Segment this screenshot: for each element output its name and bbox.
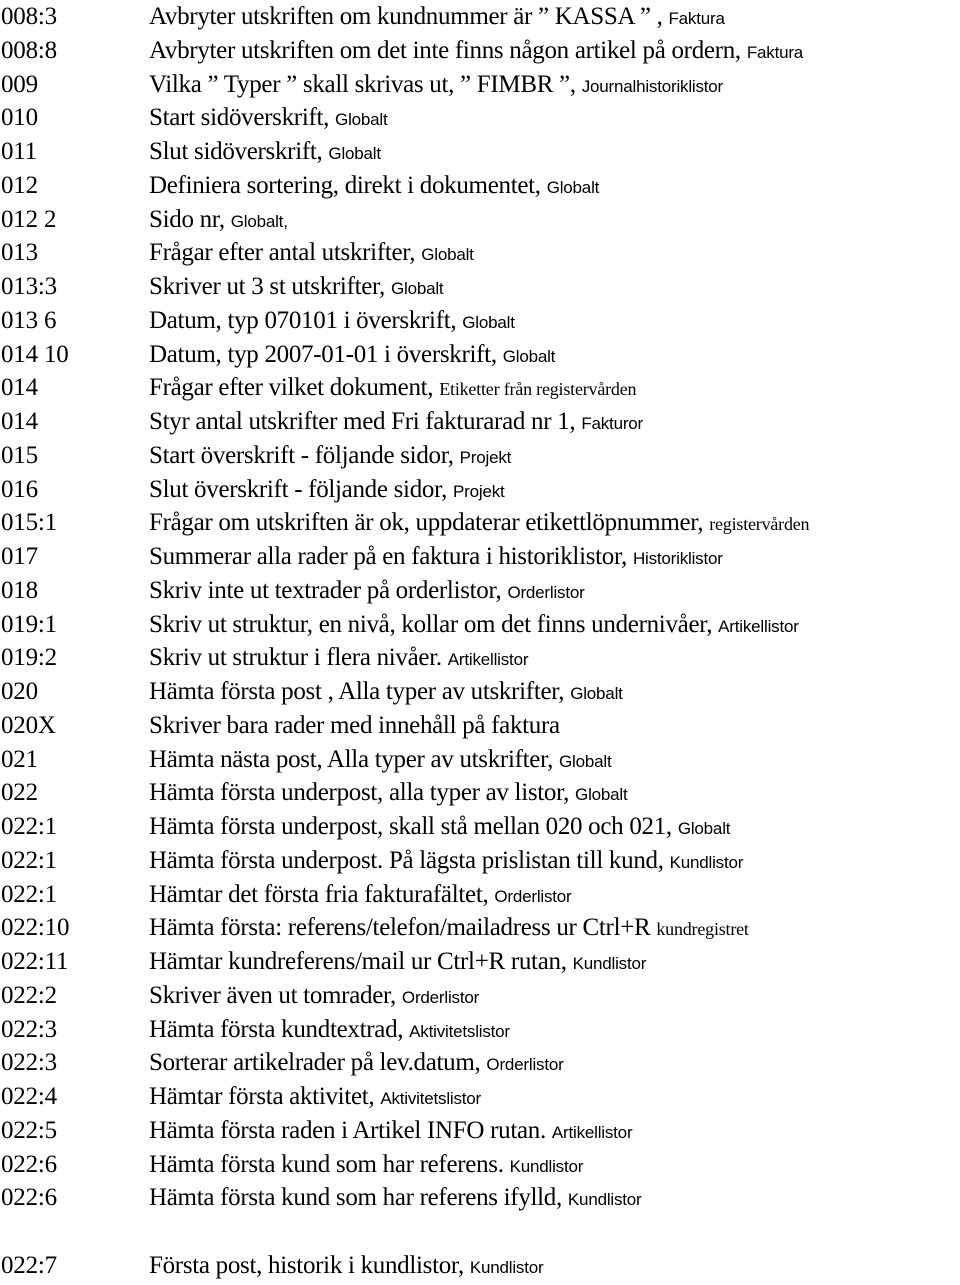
- row-text: Hämtar första aktivitet,: [149, 1083, 381, 1110]
- list-row: [0, 844, 960, 878]
- list-row: [0, 1249, 960, 1283]
- row-code: 022:1: [1, 880, 57, 908]
- row-code: 022:11: [1, 948, 69, 975]
- row-description: [149, 1181, 642, 1217]
- row-code: 017: [1, 543, 38, 570]
- list-row: [0, 540, 960, 574]
- row-text: Frågar efter antal utskrifter,: [149, 239, 422, 267]
- row-code: 012 2: [1, 205, 57, 233]
- row-description: [149, 135, 381, 171]
- row-category: Globalt: [502, 346, 556, 366]
- row-text: Skriv ut struktur i flera nivåer.: [149, 644, 448, 672]
- row-description: [149, 473, 505, 509]
- row-description: [149, 371, 636, 406]
- row-code: 015: [1, 441, 38, 469]
- list-row: [0, 979, 960, 1013]
- row-text: Sorterar artikelrader på lev.datum,: [149, 1049, 487, 1077]
- row-code: 010: [1, 104, 38, 132]
- row-text: Hämta första post , Alla typer av utskrifter,: [149, 678, 571, 705]
- row-code: 013:3: [1, 273, 57, 300]
- list-row: [0, 1114, 960, 1148]
- row-text: Hämta första kund som har referens.: [149, 1150, 510, 1178]
- row-text: Hämta första underpost. På lägsta prislistan till kund,: [149, 846, 670, 874]
- row-description: [149, 169, 599, 205]
- row-code: 015:1: [1, 509, 57, 537]
- row-code: 013 6: [1, 306, 57, 334]
- row-category: Orderlistor: [494, 886, 572, 906]
- row-description: [149, 1249, 543, 1285]
- row-text: Hämtar det första fria fakturafältet,: [149, 880, 495, 908]
- list-row: [0, 911, 960, 945]
- row-description: [149, 641, 528, 677]
- row-category: Globalt: [421, 245, 474, 265]
- row-text: Slut sidöverskrift,: [149, 138, 329, 165]
- row-description: [149, 675, 623, 711]
- row-description: [149, 203, 288, 239]
- row-category: Globalt: [559, 751, 612, 771]
- row-description: [149, 540, 723, 576]
- list-row: [0, 709, 960, 743]
- list-row: [0, 743, 960, 777]
- row-text: Slut överskrift - följande sidor,: [149, 475, 454, 503]
- row-code: 022:6: [1, 1150, 57, 1178]
- row-description: [149, 236, 474, 272]
- row-code: 011: [1, 138, 37, 165]
- row-code: 008:3: [1, 3, 57, 30]
- row-text: Hämta nästa post, Alla typer av utskrifter,: [149, 745, 559, 773]
- row-text: Datum, typ 070101 i överskrift,: [149, 306, 463, 334]
- row-text: Hämta första: referens/telefon/mailadress ur Ctrl+R: [149, 914, 657, 942]
- row-text: Start överskrift - följande sidor,: [149, 441, 460, 469]
- row-description: [149, 304, 515, 340]
- row-text: Datum, typ 2007-01-01 i överskrift,: [149, 340, 503, 368]
- row-category: Faktura: [746, 42, 804, 62]
- row-text: Avbryter utskriften om kundnummer är ” KASSA ” ,: [149, 3, 669, 30]
- row-category: Fakturor: [581, 414, 644, 433]
- list-row: [0, 270, 960, 304]
- list-row: [0, 641, 960, 675]
- row-code: 018: [1, 576, 38, 604]
- row-code: 012: [1, 171, 38, 199]
- list-row: [0, 1181, 960, 1215]
- row-category: Aktivitetslistor: [380, 1089, 482, 1108]
- list-row: [0, 608, 960, 642]
- list-row: [0, 1080, 960, 1114]
- list-row: [0, 506, 960, 540]
- list-row: [0, 304, 960, 338]
- list-row: [0, 338, 960, 372]
- row-category: Artikellistor: [551, 1122, 633, 1142]
- list-row: [0, 101, 960, 135]
- list-row: [0, 68, 960, 102]
- row-category: Globalt: [575, 785, 628, 805]
- row-description: [149, 405, 643, 441]
- row-text: Skriver bara rader med innehåll på faktura: [149, 711, 560, 739]
- row-code: 014 10: [1, 340, 69, 368]
- row-description: [149, 911, 749, 946]
- row-code: 019:1: [1, 610, 57, 638]
- row-text: Hämta första raden i Artikel INFO rutan.: [149, 1116, 552, 1144]
- row-text: Skriv inte ut textrader på orderlistor,: [149, 576, 508, 604]
- list-row: [0, 169, 960, 203]
- row-text: Hämtar kundreferens/mail ur Ctrl+R rutan,: [149, 948, 573, 975]
- row-description: [149, 608, 799, 644]
- row-code: 022:3: [1, 1015, 57, 1043]
- row-category: Globalt: [328, 144, 381, 163]
- row-category: registervården: [709, 514, 810, 535]
- row-code: 019:2: [1, 644, 57, 672]
- row-category: Kundlistor: [509, 1156, 584, 1176]
- row-description: [149, 338, 555, 374]
- row-code: 022: [1, 779, 38, 807]
- row-code: 022:4: [1, 1083, 57, 1110]
- row-category: Globalt: [677, 819, 731, 838]
- row-description: [149, 1148, 583, 1184]
- row-text: Frågar om utskriften är ok, uppdaterar etikettlöpnummer,: [149, 509, 710, 537]
- list-row: [0, 439, 960, 473]
- list-row: [0, 203, 960, 237]
- row-description: [149, 1114, 632, 1150]
- row-category: Globalt: [570, 684, 623, 703]
- list-row: [0, 473, 960, 507]
- list-row: [0, 0, 960, 34]
- list-row: [0, 675, 960, 709]
- row-category: Artikellistor: [718, 616, 799, 636]
- row-description: [149, 1013, 510, 1049]
- row-category: Orderlistor: [401, 987, 480, 1007]
- row-text: Första post, historik i kundlistor,: [149, 1252, 470, 1279]
- row-category: Globalt: [462, 312, 515, 332]
- list-row: [0, 405, 960, 439]
- row-text: Definiera sortering, direkt i dokumentet,: [149, 171, 547, 199]
- row-category: Historiklistor: [632, 549, 723, 568]
- row-code: 022:7: [1, 1252, 57, 1279]
- row-code: 020: [1, 678, 38, 705]
- row-text: Hämta första underpost, skall stå mellan 020 och 021,: [149, 813, 678, 840]
- row-code: 022:1: [1, 846, 57, 874]
- row-category: Aktivitetslistor: [409, 1021, 510, 1041]
- row-description: [149, 878, 572, 914]
- row-code: 022:6: [1, 1184, 57, 1212]
- row-description: [149, 101, 388, 137]
- row-description: [149, 574, 585, 610]
- row-text: Hämta första underpost, alla typer av listor,: [149, 779, 576, 807]
- row-text: Hämta första kund som har referens ifylld,: [149, 1184, 568, 1212]
- row-category: Kundlistor: [572, 954, 647, 973]
- list-row: [0, 878, 960, 912]
- list-row: [0, 776, 960, 810]
- row-description: [149, 68, 723, 104]
- row-category: Kundlistor: [669, 852, 744, 872]
- row-code: 021: [1, 745, 38, 773]
- list-row: [0, 810, 960, 844]
- row-category: Globalt: [546, 177, 600, 197]
- row-description: [149, 506, 809, 541]
- list-row: [0, 34, 960, 68]
- row-code: 020X: [1, 711, 56, 739]
- row-text: Styr antal utskrifter med Fri fakturarad nr 1,: [149, 408, 582, 435]
- row-category: Globalt,: [230, 211, 288, 231]
- row-code: 008:8: [1, 36, 57, 64]
- row-code: 014: [1, 408, 38, 435]
- row-code: 016: [1, 475, 38, 503]
- row-description: [149, 979, 479, 1015]
- row-description: [149, 810, 730, 846]
- row-description: [149, 270, 443, 306]
- row-category: kundregistret: [656, 919, 749, 940]
- row-text: Skriver även ut tomrader,: [149, 981, 402, 1009]
- list-row: [0, 135, 960, 169]
- row-description: [149, 439, 511, 475]
- row-code: 022:3: [1, 1049, 57, 1077]
- row-category: Artikellistor: [447, 650, 529, 670]
- list-row: [0, 1013, 960, 1047]
- row-category: Kundlistor: [567, 1190, 642, 1210]
- row-code: 014: [1, 374, 38, 402]
- list-row: [0, 371, 960, 405]
- row-description: [149, 743, 611, 779]
- row-category: Faktura: [668, 9, 725, 28]
- row-description: [149, 1080, 481, 1116]
- row-code: 013: [1, 239, 38, 267]
- row-category: Etiketter från registervården: [439, 379, 637, 400]
- row-category: Globalt: [390, 279, 444, 298]
- row-category: Journalhistoriklistor: [581, 76, 724, 96]
- list-row: [0, 1046, 960, 1080]
- list-row: [0, 574, 960, 608]
- row-text: Summerar alla rader på en faktura i historiklistor,: [149, 543, 633, 570]
- row-text: Hämta första kundtextrad,: [149, 1015, 410, 1043]
- row-code: 009: [1, 70, 38, 98]
- row-code: 022:1: [1, 813, 57, 840]
- row-text: Skriver ut 3 st utskrifter,: [149, 273, 391, 300]
- row-category: Projekt: [459, 447, 512, 467]
- row-description: [149, 0, 725, 36]
- row-text: Avbryter utskriften om det inte finns någon artikel på ordern,: [149, 36, 747, 64]
- row-category: Projekt: [453, 481, 505, 501]
- row-description: [149, 34, 803, 70]
- row-text: Sido nr,: [149, 205, 231, 233]
- row-code: 022:2: [1, 981, 57, 1009]
- row-text: Frågar efter vilket dokument,: [149, 374, 440, 402]
- row-code: 022:5: [1, 1116, 57, 1144]
- row-text: Skriv ut struktur, en nivå, kollar om det finns undernivåer,: [149, 610, 719, 638]
- row-description: [149, 945, 646, 981]
- row-description: [149, 1046, 564, 1082]
- list-row: [0, 945, 960, 979]
- list-row: [0, 236, 960, 270]
- row-description: [149, 844, 743, 880]
- list-row: [0, 1148, 960, 1182]
- row-text: Start sidöverskrift,: [149, 104, 336, 132]
- row-description: [149, 709, 560, 745]
- row-category: Orderlistor: [486, 1055, 564, 1075]
- row-code: 022:10: [1, 914, 70, 942]
- row-category: Globalt: [335, 110, 388, 130]
- row-text: Vilka ” Typer ” skall skrivas ut, ” FIMBR ”,: [149, 70, 582, 98]
- row-category: Orderlistor: [507, 582, 585, 602]
- row-description: [149, 776, 628, 812]
- row-category: Kundlistor: [469, 1258, 544, 1277]
